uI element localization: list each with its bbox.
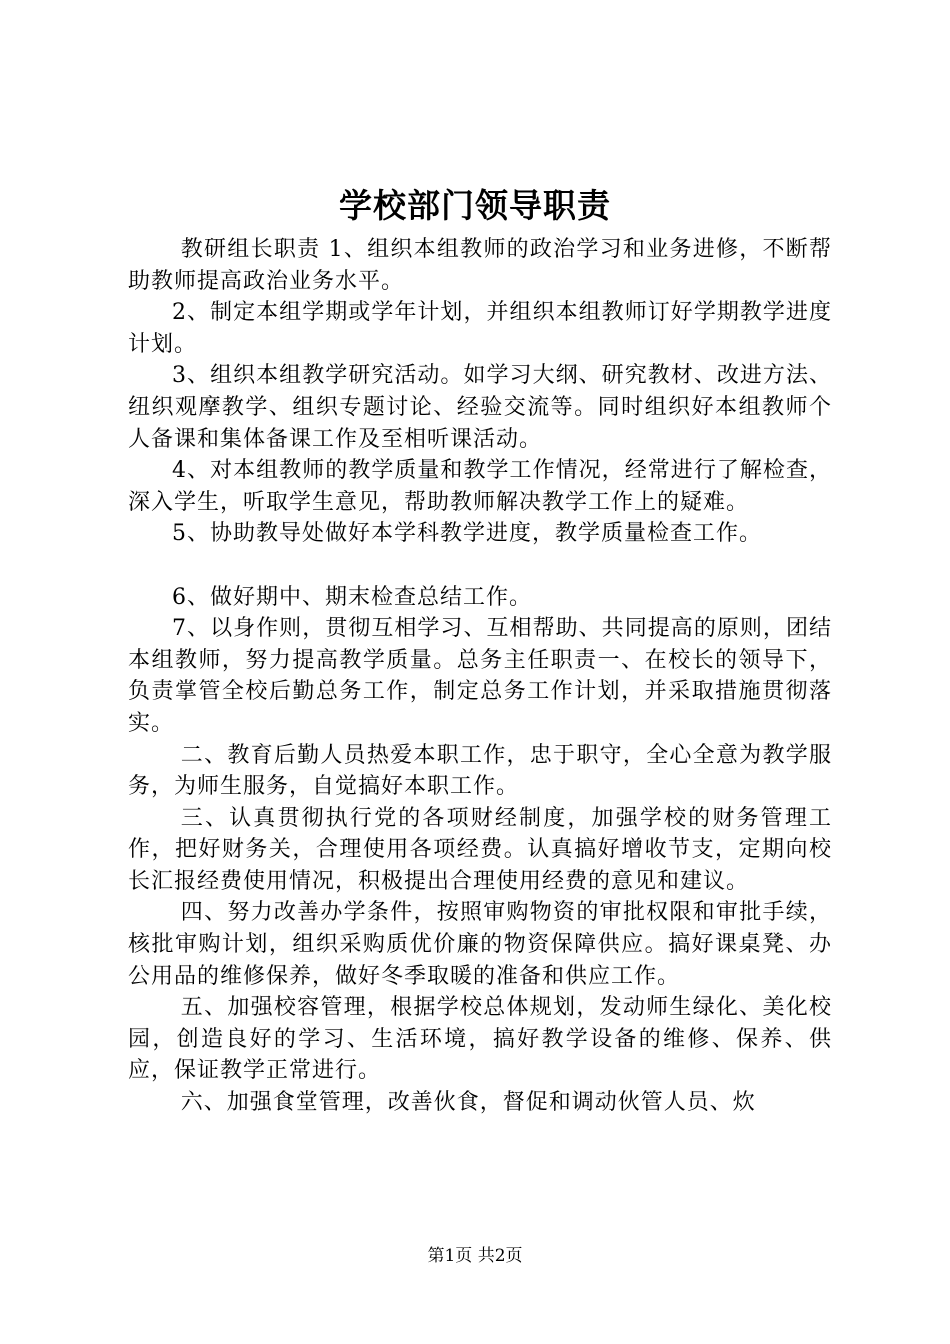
paragraph-7: 7、以身作则，贯彻互相学习、互相帮助、共同提高的原则，团结本组教师，努力提高教学质量。总务主任职责一、在校长的领导下，负责掌管全校后勤总务工作，制定总务工作计划，并采取措施贯彻落实。 <box>128 616 832 736</box>
paragraph-6: 6、做好期中、期末检查总结工作。 <box>172 584 532 610</box>
document-body <box>128 234 832 1119</box>
paragraph-9: 三、认真贯彻执行党的各项财经制度，加强学校的财务管理工作，把好财务关，合理使用各项经费。认真搞好增收节支，定期向校长汇报经费使用情况，积极提出合理使用经费的意见和建议。 <box>128 805 832 894</box>
page-number: 第1页 共2页 <box>427 1246 523 1266</box>
paragraph-4: 4、对本组教师的教学质量和教学工作情况，经常进行了解检查，深入学生，听取学生意见，帮助教师解决教学工作上的疑难。 <box>128 458 832 515</box>
paragraph-1: 教研组长职责 1、组织本组教师的政治学习和业务进修，不断帮助教师提高政治业务水平。 <box>128 237 832 294</box>
paragraph-8: 二、教育后勤人员热爱本职工作，忠于职守，全心全意为教学服务，为师生服务，自觉搞好本职工作。 <box>128 742 832 800</box>
paragraph-12: 六、加强食堂管理，改善伙食，督促和调动伙管人员、炊 <box>180 1090 756 1116</box>
paragraph-5: 5、协助教导处做好本学科教学进度，教学质量检查工作。 <box>172 521 762 547</box>
paragraph-2: 2、制定本组学期或学年计划，并组织本组教师订好学期教学进度计划。 <box>128 300 832 357</box>
paragraph-11: 五、加强校容管理，根据学校总体规划，发动师生绿化、美化校园，创造良好的学习、生活环境，搞好教学设备的维修、保养、供应，保证教学正常进行。 <box>128 995 832 1084</box>
paragraph-3: 3、组织本组教学研究活动。如学习大纲、研究教材、改进方法、纽织观摩教学、组织专题讨论、经验交流等。同时组织好本组教师个人备课和集体备课工作及至相听课活动。 <box>128 363 832 452</box>
paragraph-10: 四、努力改善办学条件，按照审购物资的审批权限和审批手续，核批审购计划，组织采购质优价廉的物资保障供应。搞好课桌凳、办公用品的维修保养，做好冬季取暖的准备和供应工作。 <box>128 900 832 989</box>
page-title: 学校部门领导职责 <box>339 186 611 225</box>
